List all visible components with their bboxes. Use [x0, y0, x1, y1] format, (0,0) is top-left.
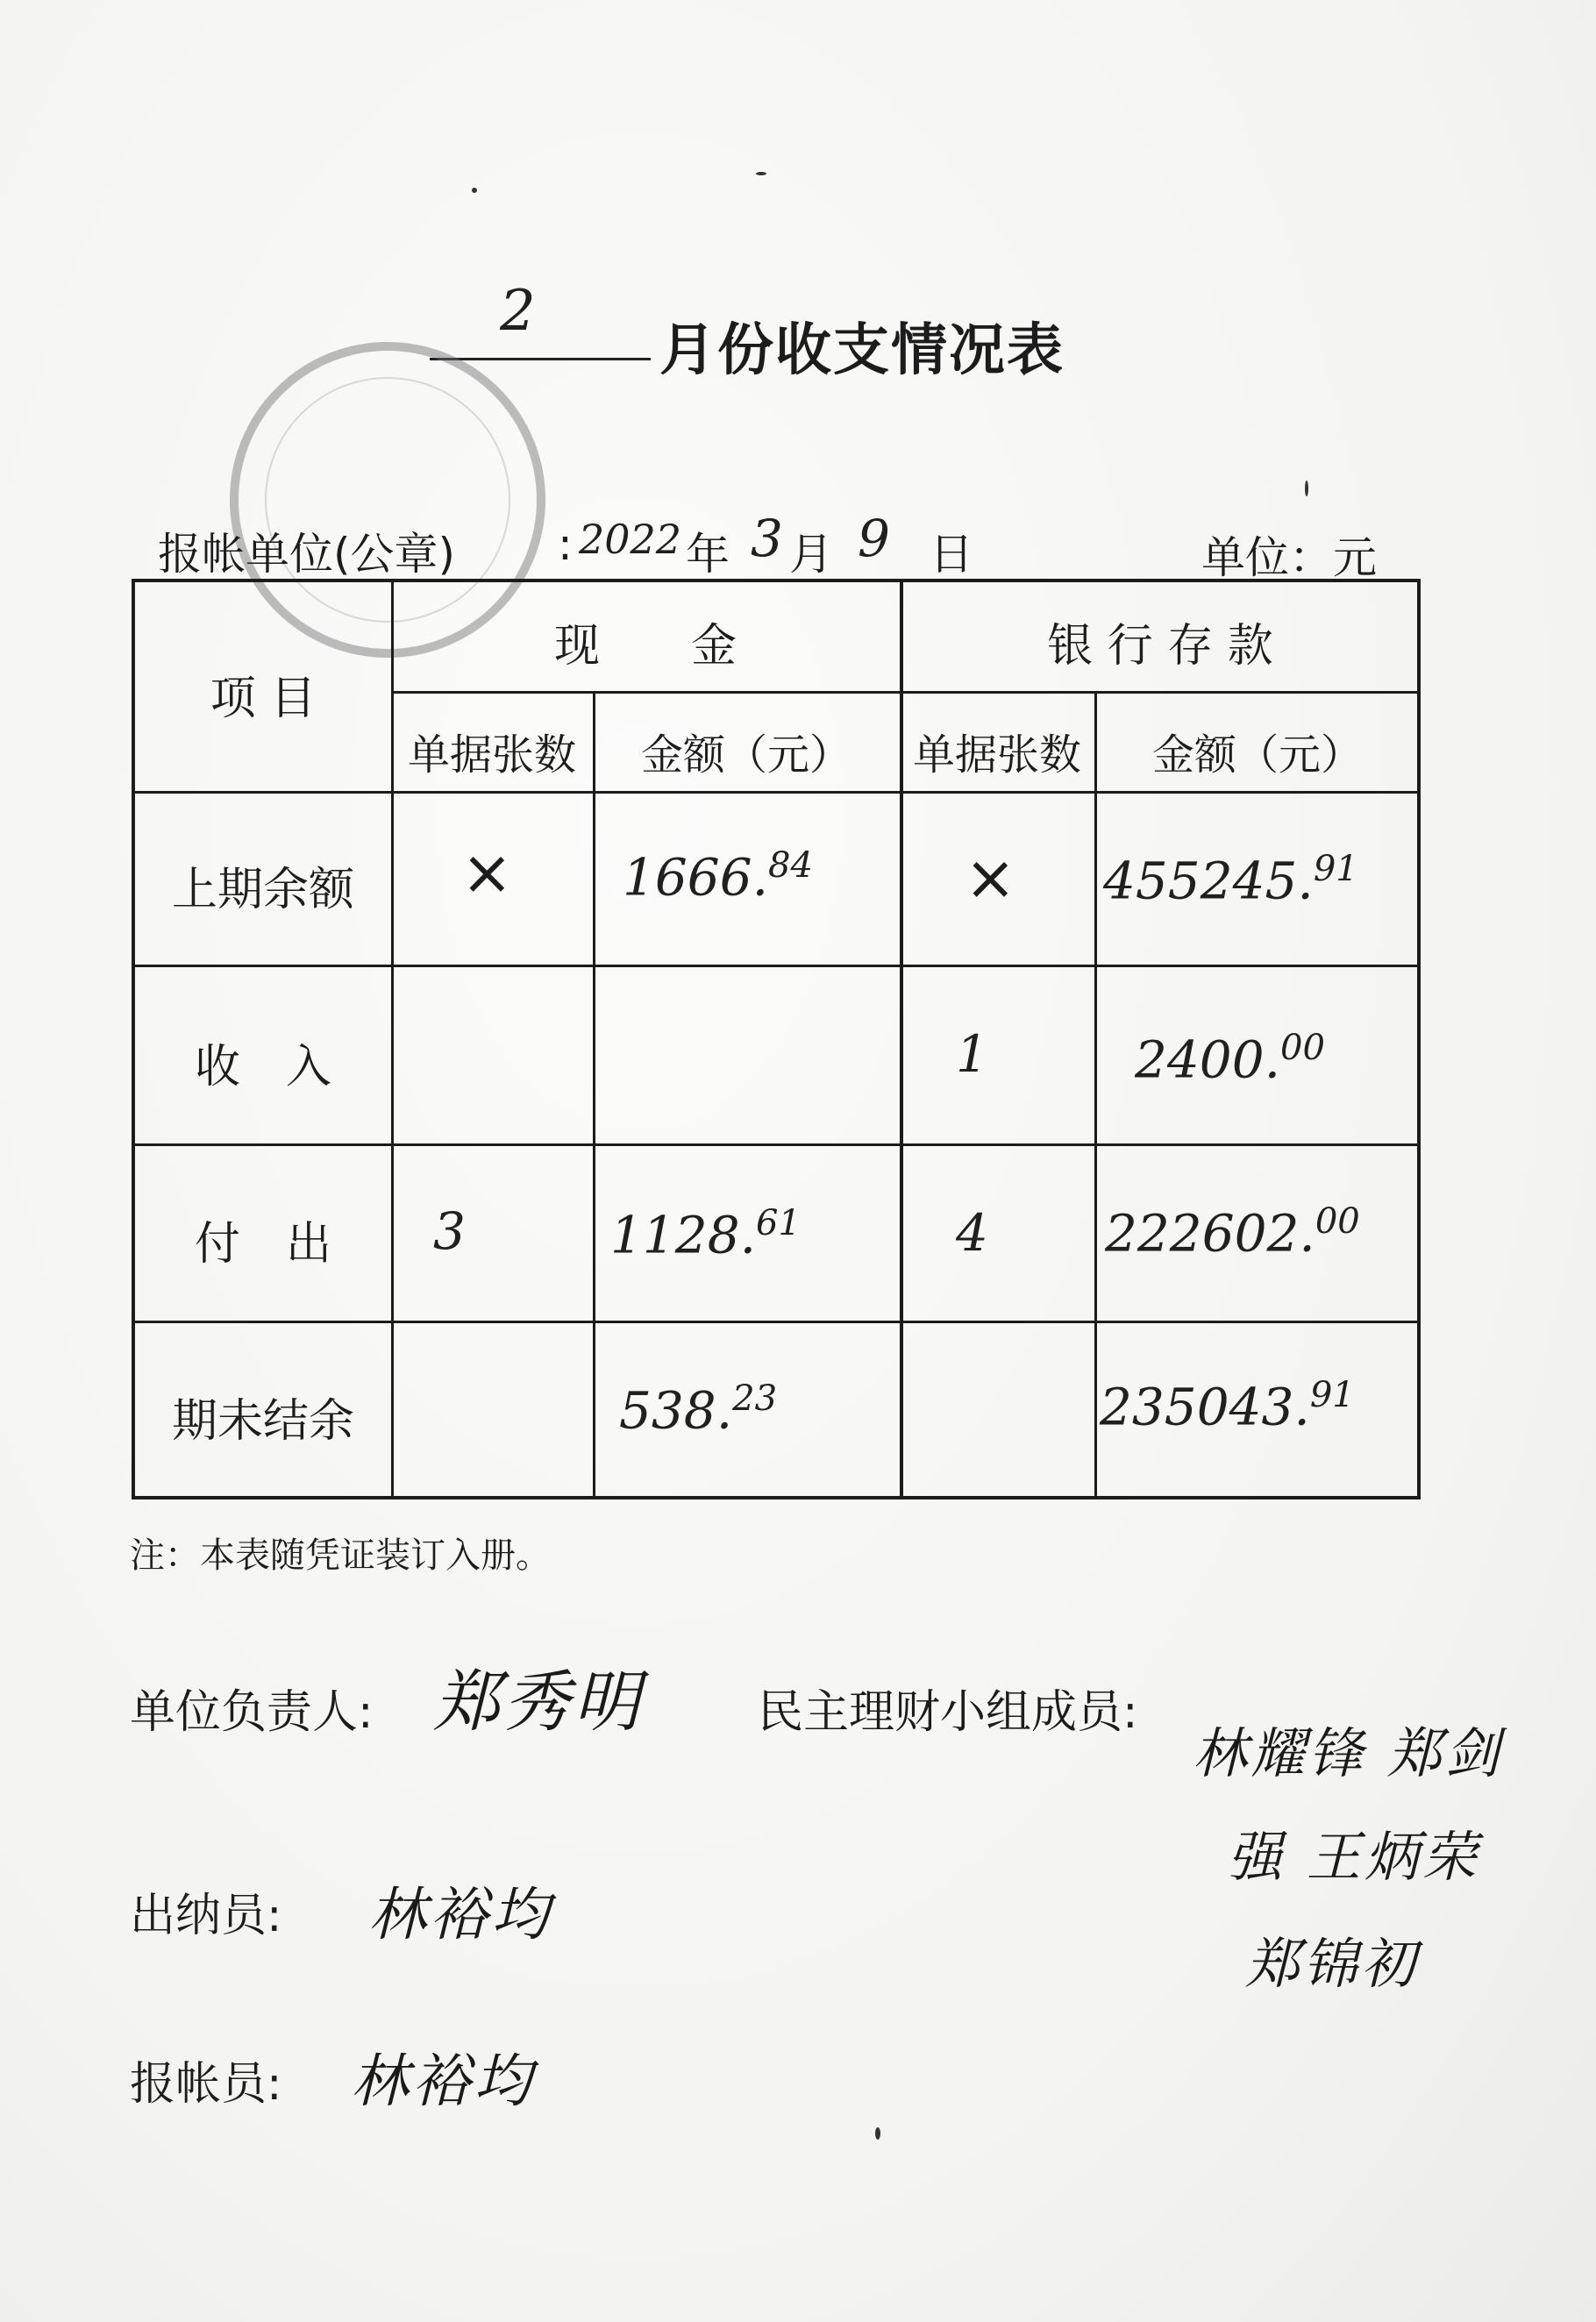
row-label-opening-balance: 上期余额 — [171, 864, 354, 916]
header-bank: 银 行 存 款 — [1047, 620, 1273, 673]
scan-speck — [875, 2127, 880, 2140]
header-bank-amount: 金额（元） — [1151, 730, 1363, 780]
finance-group-label: 民主理财小组成员: — [758, 1686, 1138, 1739]
income-expense-table — [132, 579, 1421, 1499]
row-divider-header — [135, 791, 1421, 794]
header-cash-amount: 金额（元） — [640, 730, 851, 780]
currency-unit-label: 单位：元 — [1201, 532, 1377, 583]
date-month-char: 月 — [789, 529, 833, 580]
leader-signature: 郑秀明 — [433, 1663, 644, 1741]
header-item: 项 目 — [210, 673, 317, 725]
cash-amount-expense: 1128.61 — [610, 1203, 801, 1265]
bank-amount-opening: 455245.91 — [1103, 849, 1358, 911]
cashier-signature: 林裕均 — [368, 1881, 552, 1948]
cash-amount-opening: 1666.84 — [623, 845, 813, 908]
bank-count-opening-mark: × — [965, 842, 1016, 914]
date-day: 9 — [858, 509, 890, 568]
row-label-expense: 付 出 — [194, 1218, 331, 1271]
row-divider-3 — [135, 1321, 1421, 1323]
finance-group-signature-1: 林耀锋 郑剑 — [1193, 1721, 1503, 1785]
row-label-income: 收 入 — [194, 1041, 331, 1093]
scan-speck — [756, 172, 766, 175]
cash-count-expense: 3 — [433, 1201, 466, 1261]
page-title: 月份收支情况表 — [659, 318, 1065, 383]
finance-group-signature-3: 郑锦初 — [1245, 1932, 1420, 1996]
date-day-char: 日 — [930, 529, 973, 580]
col-divider-item — [391, 582, 394, 1499]
date-month: 3 — [751, 509, 783, 568]
bank-count-income: 1 — [956, 1024, 988, 1084]
cash-amount-closing: 538.23 — [619, 1378, 778, 1441]
cashier-label: 出纳员: — [130, 1890, 282, 1942]
title-month: 2 — [500, 279, 536, 344]
col-divider-cash — [593, 693, 595, 1499]
table-note: 注：本表随凭证装订入册。 — [130, 1535, 551, 1576]
unit-colon: : — [558, 519, 573, 570]
row-divider-subheader — [391, 691, 1421, 694]
col-divider-cash-bank — [900, 582, 903, 1499]
bank-count-expense: 4 — [956, 1203, 988, 1263]
col-divider-bank — [1094, 693, 1097, 1499]
date-year: 2022 — [579, 516, 682, 563]
row-divider-1 — [135, 965, 1421, 967]
row-label-closing-balance: 期未结余 — [171, 1395, 354, 1448]
header-cash: 现 金 — [553, 620, 737, 673]
unit-label: 报帐单位(公章) — [158, 529, 456, 580]
header-cash-count: 单据张数 — [407, 730, 576, 780]
scan-speck — [1305, 481, 1308, 496]
header-bank-count: 单据张数 — [912, 730, 1081, 780]
bank-amount-closing: 235043.91 — [1100, 1375, 1355, 1437]
row-divider-2 — [135, 1143, 1421, 1146]
title-month-underline — [430, 358, 651, 360]
leader-label: 单位负责人: — [130, 1686, 374, 1739]
bank-amount-income: 2400.00 — [1135, 1028, 1325, 1090]
finance-group-signature-2: 强 王炳荣 — [1228, 1825, 1480, 1889]
cash-count-opening-mark: × — [461, 837, 513, 908]
date-year-char: 年 — [686, 529, 730, 580]
reporter-signature: 林裕均 — [351, 2048, 535, 2115]
bank-amount-expense: 222602.00 — [1105, 1201, 1360, 1264]
scan-speck — [472, 188, 477, 193]
reporter-label: 报帐员: — [130, 2058, 282, 2111]
